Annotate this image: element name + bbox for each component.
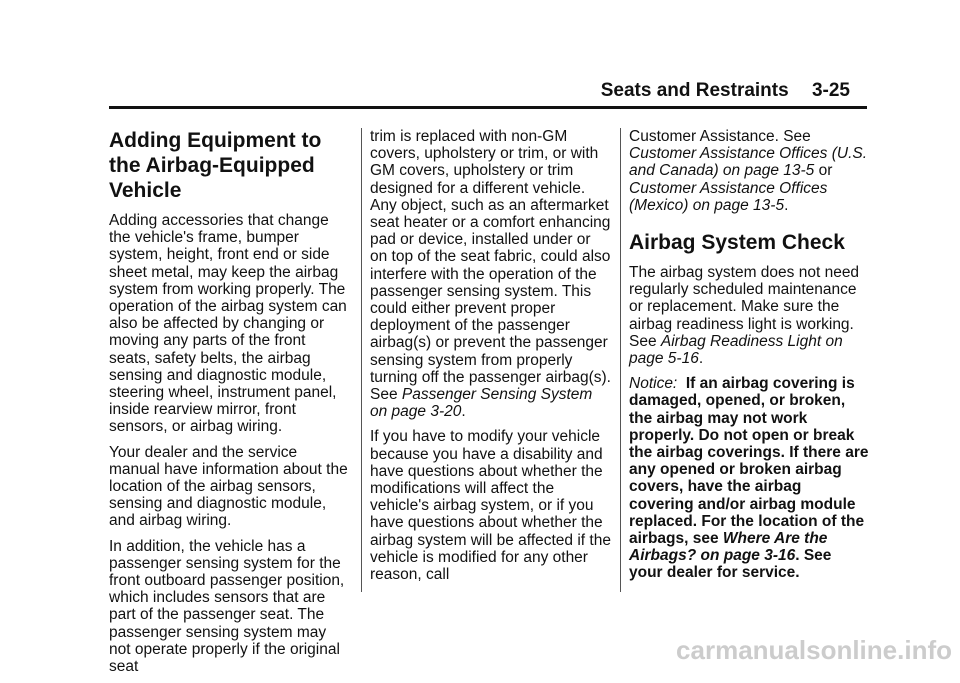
column-divider: [620, 128, 621, 592]
cross-reference-link[interactable]: Passenger Sensing System on page 3-20: [370, 386, 593, 421]
column-3: [629, 128, 869, 590]
cross-reference-link[interactable]: Where Are the Airbags? on page 3-16: [629, 530, 828, 565]
page-number: 3-25: [811, 80, 850, 101]
section-heading-airbag-system-check: Airbag System Check: [629, 231, 845, 255]
notice-label: Notice:: [629, 375, 678, 393]
watermark: carmanualsonline.info: [676, 635, 952, 665]
cross-reference-link[interactable]: Customer Assistance Offices (Mexico) on page 13-5: [629, 179, 828, 214]
cross-reference-link[interactable]: Customer Assistance Offices (U.S. and Canada) on page 13-5: [629, 145, 868, 180]
section-title: Seats and Restraints: [600, 80, 789, 101]
paragraph: trim is replaced with non-GM covers, upholstery or trim, or with GM covers, upholstery or trim designed for a different vehicle. Any object, such as an aftermarket seat heater or a comfort enhancing pad or device, installed under or on top of the seat fabric, could also interfere with the operation of the passenger sensing system. This could either prevent proper deployment of the passenger airbag(s) or prevent the passenger sensing system from properly turning off the passenger airbag(s). See Passenger Sensing System on page 3-20.: [370, 128, 611, 421]
cross-reference-link[interactable]: Airbag Readiness Light on page 5-16: [629, 332, 843, 368]
header-rule: [109, 106, 867, 109]
section-heading-adding-equipment: Adding Equipment to the Airbag-Equipped Vehicle: [109, 129, 322, 202]
page-header: [601, 80, 850, 102]
column-2: [370, 128, 612, 591]
column-1: [109, 128, 351, 683]
notice-paragraph: Notice: If an airbag covering is damaged, opened, or broken, the airbag may not work properly. Do not open or break the airbag coverings. If there are any opened or broken airbag covers, have the airbag covering and/or airbag module replaced. For the location of the airbags, see Where Are the Airbags? on page 3-16. See your dealer for service.: [629, 375, 869, 582]
paragraph: The airbag system does not need regularly scheduled maintenance or replacement. Make sure the airbag readiness light is working. See Airbag Readiness Light on page 5-16.: [629, 264, 860, 368]
paragraph: Adding accessories that change the vehicle's frame, bumper system, height, front end or side sheet metal, may keep the airbag system from working properly. The operation of the airbag system can also be affected by changing or moving any parts of the front seats, safety belts, the airbag sensing and diagnostic module, steering wheel, instrument panel, inside rearview mirror, front sensors, or airbag wiring.: [109, 212, 347, 436]
paragraph: Your dealer and the service manual have information about the location of the airbag sensors, sensing and diagnostic module, and airbag wiring.: [109, 443, 348, 530]
column-divider: [361, 128, 362, 592]
paragraph: If you have to modify your vehicle because you have a disability and have questions about whether the modifications will affect the vehicle's airbag system, or if you have questions about whether the airbag system will be affected if the vehicle is modified for any other reason, call: [370, 428, 611, 584]
paragraph: Customer Assistance. See Customer Assistance Offices (U.S. and Canada) on page 13-5 or Customer Assistance Offices (Mexico) on page 13-5.: [629, 128, 868, 214]
paragraph: In addition, the vehicle has a passenger sensing system for the front outboard passenger position, which includes sensors that are part of the passenger seat. The passenger sensing system may not operate properly if the original seat: [109, 537, 345, 676]
